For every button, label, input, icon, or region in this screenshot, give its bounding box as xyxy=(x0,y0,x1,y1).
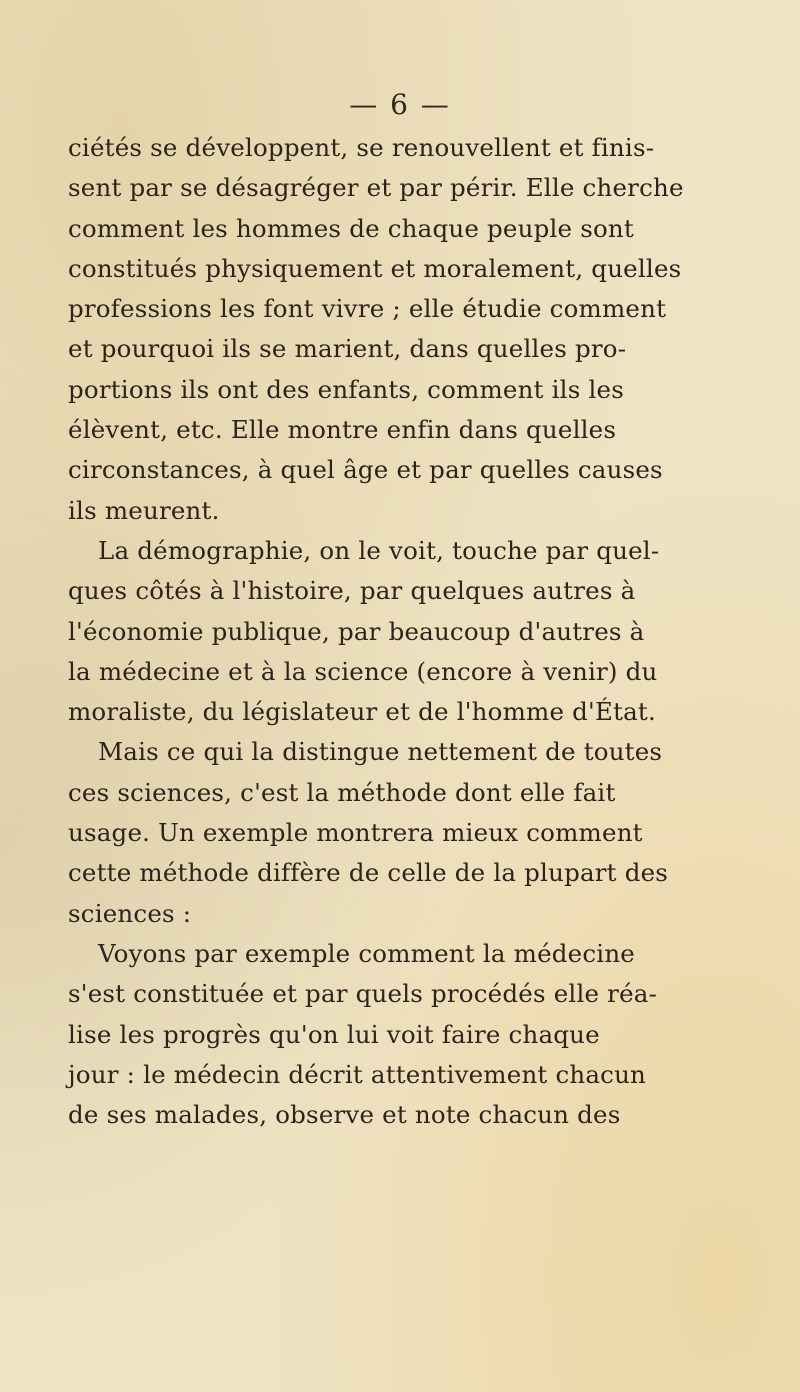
text-line: portions ils ont des enfants, comment ils les xyxy=(68,374,624,404)
text-line: ces sciences, c'est la méthode dont elle fait xyxy=(68,777,616,807)
text-line: sciences : xyxy=(68,898,192,928)
text-line: et pourquoi ils se marient, dans quelles pro- xyxy=(68,334,627,364)
text-line: élèvent, etc. Elle montre enfin dans quelles xyxy=(68,415,617,445)
text-line: usage. Un exemple montrera mieux comment xyxy=(68,818,643,848)
text-line: de ses malades, observe et note chacun des xyxy=(68,1100,621,1130)
text-line: la médecine et à la science (encore à venir) du xyxy=(68,656,658,686)
text-line: professions les font vivre ; elle étudie comment xyxy=(68,294,667,324)
body-text xyxy=(68,128,788,1135)
page-number: — 6 — xyxy=(349,88,451,121)
text-line: moraliste, du législateur et de l'homme d'État. xyxy=(68,697,656,727)
text-line: comment les hommes de chaque peuple sont xyxy=(68,213,634,243)
paragraph-start-line: Mais ce qui la distingue nettement de toutes xyxy=(98,737,663,767)
text-line: cette méthode diffère de celle de la plupart des xyxy=(68,858,669,888)
text-line: jour : le médecin décrit attentivement chacun xyxy=(68,1059,647,1089)
text-line: ils meurent. xyxy=(68,495,220,525)
paragraph-start-line: La démographie, on le voit, touche par quel- xyxy=(98,535,660,565)
text-line: ques côtés à l'histoire, par quelques autres à xyxy=(68,576,636,606)
text-line: sent par se désagréger et par périr. Elle cherche xyxy=(68,173,684,203)
text-line: lise les progrès qu'on lui voit faire chaque xyxy=(68,1019,600,1049)
paragraph-start-line: Voyons par exemple comment la médecine xyxy=(98,938,635,968)
text-line: ciétés se développent, se renouvellent et finis- xyxy=(68,133,655,162)
text-line: circonstances, à quel âge et par quelles causes xyxy=(68,455,663,485)
text-line: constitués physiquement et moralement, quelles xyxy=(68,253,682,283)
text-line: s'est constituée et par quels procédés elle réa- xyxy=(68,979,658,1009)
text-line: l'économie publique, par beaucoup d'autres à xyxy=(68,616,645,646)
